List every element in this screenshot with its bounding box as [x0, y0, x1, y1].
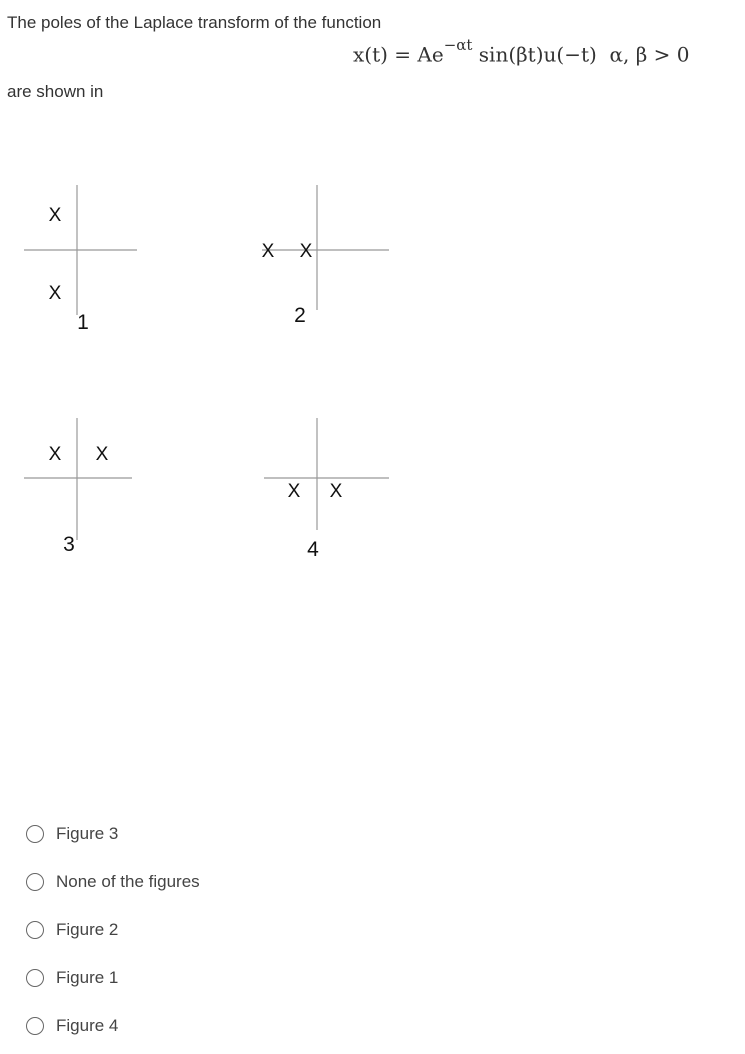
- question-outro: are shown in: [7, 82, 104, 101]
- radio-button[interactable]: [26, 969, 44, 987]
- figure-3-label: 3: [63, 533, 75, 556]
- option-figure-4[interactable]: [26, 1002, 200, 1050]
- answer-options: [26, 810, 200, 1050]
- question-intro: The poles of the Laplace transform of the function: [7, 13, 382, 32]
- option-label: Figure 3: [56, 824, 119, 843]
- figure-1-pole-upper: X: [48, 205, 62, 226]
- option-figure-1[interactable]: [26, 954, 200, 1002]
- formula-lhs: x(t) = Ae: [353, 42, 444, 67]
- formula-rhs: sin(βt)u(−t): [472, 42, 597, 67]
- figure-2-label: 2: [294, 304, 306, 327]
- option-none-of-the-figures[interactable]: [26, 858, 200, 906]
- formula-condition: α, β > 0: [609, 42, 690, 67]
- figure-4-pole-left: X: [287, 481, 301, 502]
- radio-button[interactable]: [26, 1017, 44, 1035]
- figure-1-pole-lower: X: [48, 283, 62, 304]
- figure-4-label: 4: [307, 538, 319, 561]
- option-label: Figure 4: [56, 1016, 119, 1035]
- option-label: Figure 1: [56, 968, 119, 987]
- formula-exponent: −αt: [443, 36, 473, 54]
- figure-4-pole-right: X: [329, 481, 343, 502]
- radio-button[interactable]: [26, 873, 44, 891]
- radio-button[interactable]: [26, 825, 44, 843]
- option-figure-2[interactable]: [26, 906, 200, 954]
- figure-2-pole-far: X: [261, 241, 275, 262]
- option-label: Figure 2: [56, 920, 119, 939]
- option-figure-3[interactable]: [26, 810, 200, 858]
- figure-2-pole-near: X: [299, 241, 313, 262]
- figure-3-pole-right: X: [95, 444, 109, 465]
- figure-1-label: 1: [77, 311, 89, 334]
- radio-button[interactable]: [26, 921, 44, 939]
- figure-3-pole-left: X: [48, 444, 62, 465]
- option-label: None of the figures: [56, 872, 200, 891]
